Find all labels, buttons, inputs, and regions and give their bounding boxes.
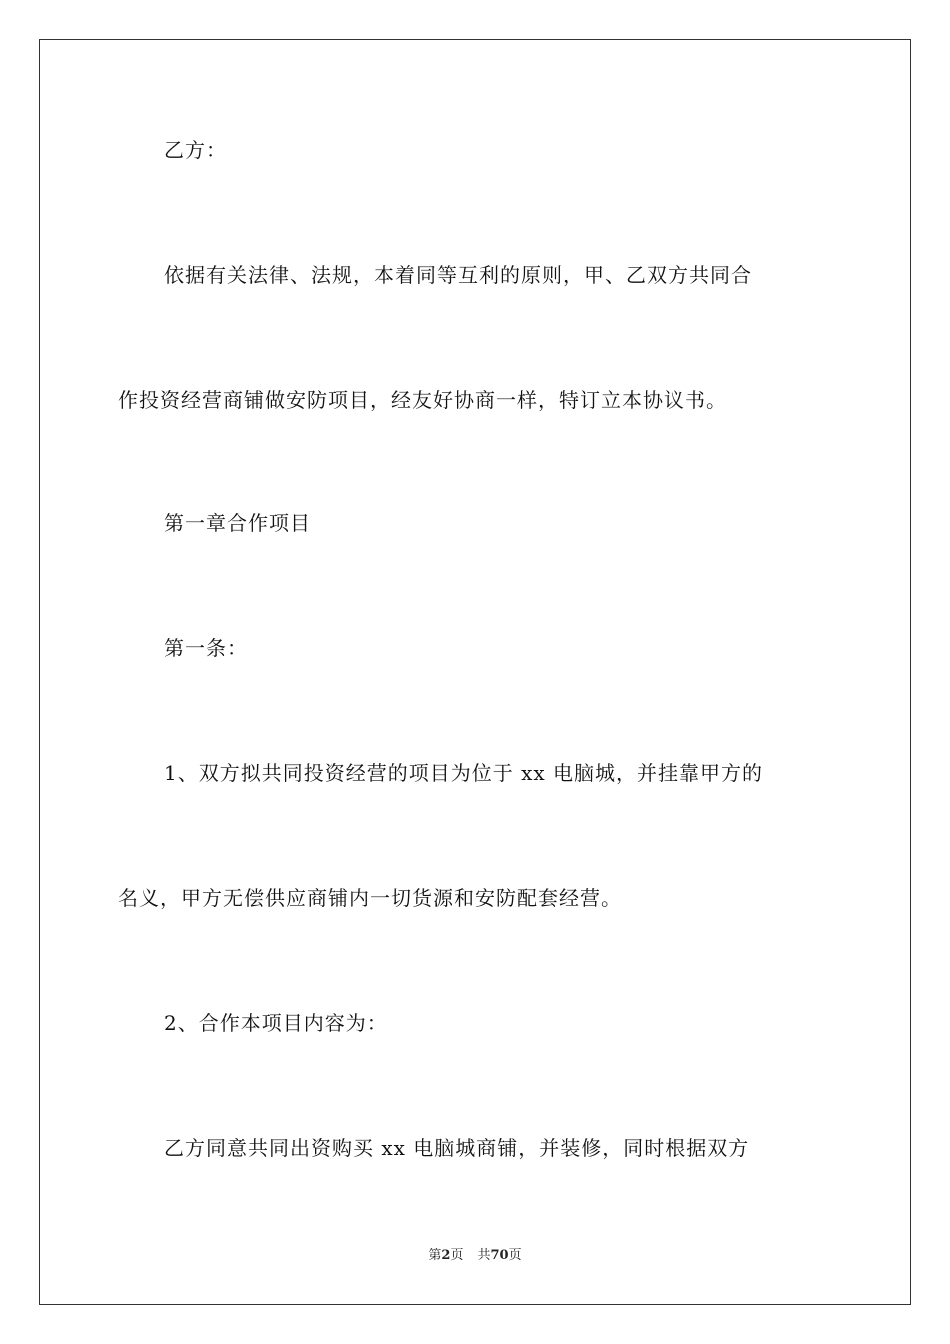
paragraph-intro-line-2: 作投资经营商铺做安防项目，经友好协商一样，特订立本协议书。 (118, 388, 727, 412)
footer-page-prefix: 第 (428, 1248, 442, 1263)
page-border (39, 39, 911, 1305)
footer-total-suffix: 页 (508, 1248, 522, 1263)
party-b-label: 乙方： (164, 138, 227, 162)
clause-2-body-line-1: 乙方同意共同出资购买 xx 电脑城商铺，并装修，同时根据双方 (164, 1136, 750, 1160)
footer-page-current: 2 (441, 1248, 451, 1263)
clause-1-line-1: 1、双方拟共同投资经营的项目为位于 xx 电脑城，并挂靠甲方的 (164, 761, 763, 785)
page-footer (0, 1247, 950, 1265)
footer-page-total: 70 (490, 1248, 509, 1263)
paragraph-intro-line-1: 依据有关法律、法规，本着同等互利的原则，甲、乙双方共同合 (164, 263, 752, 287)
footer-page-suffix: 页 (450, 1248, 464, 1263)
clause-1-line-2: 名义，甲方无偿供应商铺内一切货源和安防配套经营。 (118, 886, 622, 910)
footer-total-prefix: 共 (477, 1248, 491, 1263)
clause-2-heading: 2、合作本项目内容为： (164, 1011, 388, 1035)
article-heading: 第一条： (164, 636, 248, 660)
chapter-heading: 第一章合作项目 (164, 511, 311, 535)
